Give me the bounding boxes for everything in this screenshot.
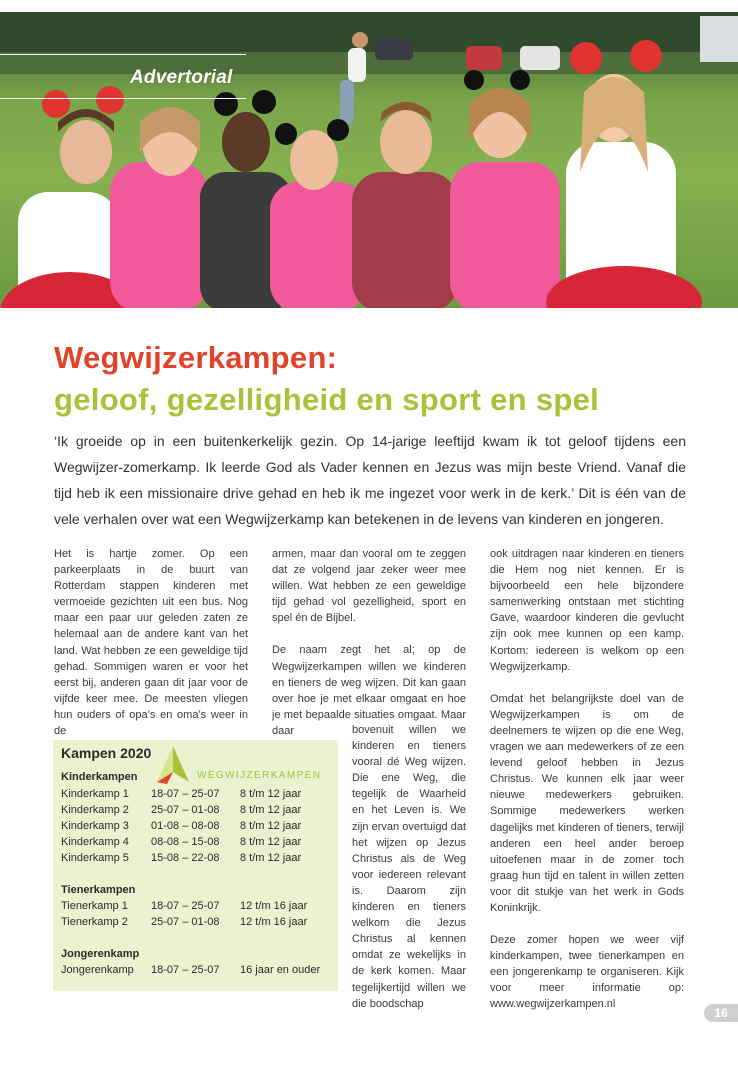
- table-row: [61, 900, 336, 916]
- camp-age: 12 t/m 16 jaar: [240, 916, 308, 928]
- camp-age: 8 t/m 12 jaar: [240, 836, 302, 848]
- camp-dates: 08-08 – 15-08: [151, 836, 220, 848]
- intro-paragraph: ‘Ik groeide op in een buitenkerkelijk gezin. Op 14-jarige leeftijd kwam ik tot geloof tijdens een Wegwijzer-zomerkamp. Ik leerde God als Vader kennen en Jezus was mijn beste Vriend. Vanaf die tijd heb ik een missionaire drive gehad en heb ik me ingezet voor werk in de kerk.’ Dit is één van de vele verhalen over wat een Wegwijzerkamp kan betekenen in de levens van kinderen en jongeren.: [54, 433, 686, 527]
- paragraph: bovenuit willen we kinderen en tieners vooral dé Weg wijzen. Die ene Weg, die tegelijk de Waarheid en het Leven is. We zijn ervan overtuigd dat het wijzen op Jezus Christus als de Weg voor iedereen relevant is. Daarom zijn kinderen en tieners welkom die Jezus Christus al kennen omdat ze wekelijks in de kerk komen. Maar tegelijkertijd willen we die boodschap: [352, 724, 466, 1010]
- camp-age: 8 t/m 12 jaar: [240, 804, 302, 816]
- headline-line1: Wegwijzerkampen:: [54, 340, 338, 375]
- body-column-1: [54, 546, 248, 755]
- camp-age: 8 t/m 12 jaar: [240, 788, 302, 800]
- camp-name: Tienerkamp 1: [61, 900, 128, 912]
- body-column-2-continued: [352, 722, 466, 1028]
- camp-name: Kinderkamp 4: [61, 836, 129, 848]
- camp-dates: 25-07 – 01-08: [151, 916, 220, 928]
- body-column-3: [490, 546, 684, 1029]
- paragraph: Deze zomer hopen we weer vijf kinderkampen, twee tienerkampen en een jongerenkamp te organiseren. Kijk voor meer informatie op: www.wegwijzerkampen.nl: [490, 934, 684, 1011]
- camp-name: Kinderkamp 2: [61, 804, 129, 816]
- paragraph: armen, maar dan vooral om te zeggen dat ze volgend jaar zeker weer mee willen. Wat hebben ze een geweldige tijd gehad vol gezelligheid, sport en spel én de Bijbel.: [272, 548, 466, 625]
- kids-group-illustration: [0, 12, 738, 308]
- camp-age: 8 t/m 12 jaar: [240, 852, 302, 864]
- table-row: [61, 916, 336, 932]
- paragraph: Het is hartje zomer. Op een parkeerplaats in de buurt van Rotterdam stappen kinderen met vermoeide gezichten uit een bus. Nog maar een paar uur geleden zaten ze helemaal aan de andere kant van het land. Wat hebben ze een geweldige tijd gehad. Sommigen waren er voor het eerst bij, anderen gaan dit jaar voor de vijfde keer mee. De meesten vliegen hun ouders of opa’s en oma’s weer in de: [54, 548, 248, 738]
- advertorial-label: Advertorial: [130, 67, 233, 88]
- camp-age: 8 t/m 12 jaar: [240, 820, 302, 832]
- box-title: Kampen 2020: [61, 745, 152, 761]
- hero-photo: [0, 12, 738, 308]
- table-row: [61, 820, 336, 836]
- table-row: [61, 852, 336, 868]
- camp-dates: 18-07 – 25-07: [151, 900, 220, 912]
- table-row: [61, 788, 336, 804]
- paragraph: Omdat het belangrijkste doel van de Wegwijzerkampen is om de deelnemers te wijzen op die ene Weg, vragen we aan medewerkers of ze een levend geloof hebben in Jezus Christus. We kunnen elk jaar weer nieuwe medewerkers gebruiken. Sommige medewerkers werken dagelijks met kinderen of tieners, terwijl anderen een heel ander beroep uitoefenen maar in de zomer toch graag hun tijd en talent in willen zetten voor dit stukje van het werk in Gods Koninkrijk.: [490, 692, 684, 914]
- camps-info-box: [53, 740, 338, 991]
- camp-name: Kinderkamp 5: [61, 852, 129, 864]
- section-heading-tienerkampen: Tienerkampen: [61, 884, 136, 896]
- camp-dates: 18-07 – 25-07: [151, 788, 220, 800]
- camp-dates: 01-08 – 08-08: [151, 820, 220, 832]
- camp-name: Kinderkamp 1: [61, 788, 129, 800]
- table-row: [61, 836, 336, 852]
- camp-age: 16 jaar en ouder: [240, 964, 321, 976]
- table-row: [61, 804, 336, 820]
- paragraph: De naam zegt het al; op de Wegwijzerkampen willen we kinderen en tieners de weg wijzen. Dit kan gaan over hoe je met elkaar omgaat en hoe je met bepaalde situaties omgaat. Maar daar: [272, 644, 466, 737]
- camp-dates: 18-07 – 25-07: [151, 964, 220, 976]
- headline-line2: geloof, gezelligheid en sport en spel: [54, 382, 600, 417]
- camp-dates: 25-07 – 01-08: [151, 804, 220, 816]
- advertorial-rule-top: [0, 54, 246, 55]
- section-heading-kinderkampen: Kinderkampen: [61, 771, 138, 783]
- camp-name: Kinderkamp 3: [61, 820, 129, 832]
- paragraph: ook uitdragen naar kinderen en tieners die Hem nog niet kennen. Er is bijvoorbeeld een hele bijzondere samenwerking ontstaan met stichting Gave, waardoor kinderen die gevlucht zijn ook mee kunnen op een kamp. Kortom: iedereen is welkom op een Wegwijzerkamp.: [490, 548, 684, 673]
- table-row: [61, 964, 336, 980]
- wegwijzer-logo-icon: [153, 744, 193, 784]
- camp-name: Jongerenkamp: [61, 964, 134, 976]
- camp-dates: 15-08 – 22-08: [151, 852, 220, 864]
- advertorial-rule-bottom: [0, 98, 246, 99]
- camp-age: 12 t/m 16 jaar: [240, 900, 308, 912]
- logo-wordmark: WEGWIJZERKAMPEN: [197, 770, 322, 781]
- camp-name: Tienerkamp 2: [61, 916, 128, 928]
- section-heading-jongerenkamp: Jongerenkamp: [61, 948, 140, 960]
- page-number: 16: [704, 1004, 738, 1022]
